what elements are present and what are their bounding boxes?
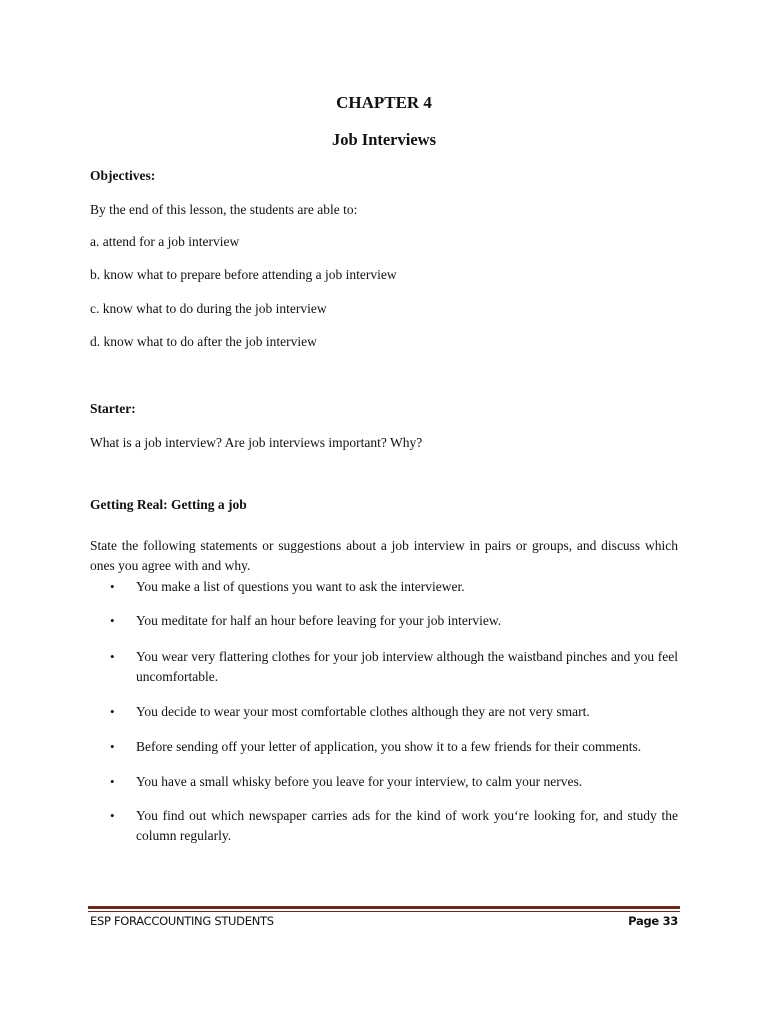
objectives-intro: By the end of this lesson, the students are able to: [90,202,358,217]
bullet-icon: • [110,808,115,823]
starter-heading: Starter: [90,401,136,416]
page-number: Page 33 [628,914,678,928]
bullet-icon: • [110,649,115,664]
list-item-text: Before sending off your letter of application, you show it to a few friends for their comments. [136,739,642,754]
list-item [90,577,678,597]
chapter-label: CHAPTER 4 [336,93,432,112]
list-item-text: You meditate for half an hour before leaving for your job interview. [136,613,502,628]
bullet-icon: • [110,613,115,628]
list-item-text: You have a small whisky before you leave for your interview, to calm your nerves. [136,774,583,789]
list-item [90,806,678,846]
getting-real-heading: Getting Real: Getting a job [90,497,247,512]
bullet-icon: • [110,704,115,719]
footer-divider-thick [88,906,680,909]
getting-real-instruction: State the following statements or suggestions about a job interview in pairs or groups, and discuss which ones you agree with and why. [90,538,678,573]
statement-list [90,577,678,846]
objectives-heading: Objectives: [90,168,156,183]
bullet-icon: • [110,739,115,754]
bullet-icon: • [110,579,115,594]
list-item [90,772,678,792]
objective-item-b: b. know what to prepare before attending a job interview [90,267,397,282]
bullet-icon: • [110,774,115,789]
list-item [90,737,678,757]
list-item-text: You find out which newspaper carries ads for the kind of work you‘re looking for, and study the column regularly. [136,808,678,843]
objective-item-c: c. know what to do during the job interview [90,301,327,316]
list-item [90,611,678,631]
list-item-text: You wear very flattering clothes for your job interview although the waistband pinches and you feel uncomfortable. [136,649,678,684]
list-item [90,647,678,687]
objective-item-a: a. attend for a job interview [90,234,240,249]
list-item-text: You decide to wear your most comfortable clothes although they are not very smart. [136,704,590,719]
footer-course-title: ESP FORACCOUNTING STUDENTS [90,914,274,928]
starter-question: What is a job interview? Are job interviews important? Why? [90,435,423,450]
objective-item-d: d. know what to do after the job interview [90,334,317,349]
chapter-title: Job Interviews [331,130,437,149]
list-item-text: You make a list of questions you want to ask the interviewer. [136,579,465,594]
list-item [90,702,678,722]
